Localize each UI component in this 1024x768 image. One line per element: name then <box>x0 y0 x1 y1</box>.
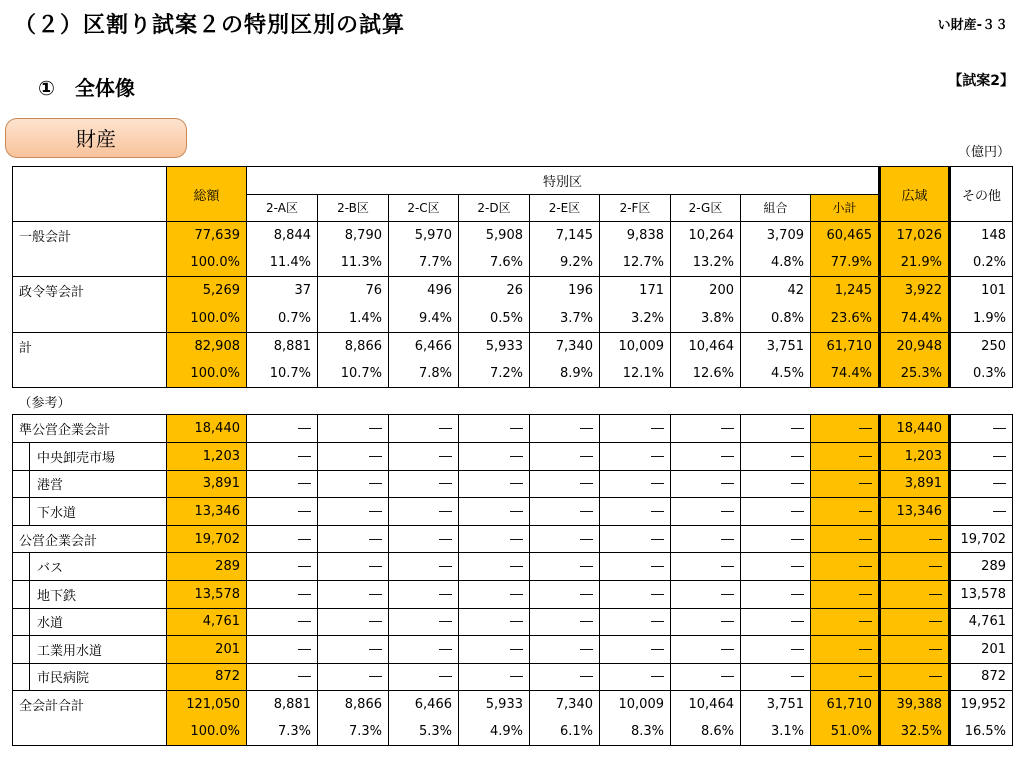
value-cell: 7.2% <box>459 360 530 388</box>
row-label: バス <box>13 553 167 581</box>
group-row <box>13 525 1013 553</box>
sub-row <box>13 663 1013 691</box>
value-cell: 10,264 <box>671 222 741 250</box>
value-cell: 3,891 <box>880 470 950 498</box>
value-cell: 8,881 <box>247 691 318 719</box>
reference-row <box>13 387 1013 415</box>
value-cell: ― <box>530 553 600 581</box>
value-cell: ― <box>389 636 459 664</box>
ward-header: 小計 <box>811 194 880 222</box>
value-cell: 77,639 <box>167 222 247 250</box>
row-label: 港営 <box>13 470 167 498</box>
value-cell: ― <box>318 636 389 664</box>
value-cell: 7.3% <box>318 718 389 746</box>
value-cell: ― <box>389 553 459 581</box>
value-cell: ― <box>530 415 600 443</box>
value-cell: 7.3% <box>247 718 318 746</box>
value-cell: ― <box>389 415 459 443</box>
value-cell: ― <box>247 663 318 691</box>
value-cell: ― <box>318 498 389 526</box>
value-cell: 3,922 <box>880 277 950 305</box>
value-cell: ― <box>600 525 671 553</box>
value-cell: 1,203 <box>167 442 247 470</box>
value-cell: 289 <box>167 553 247 581</box>
value-cell: ― <box>671 636 741 664</box>
value-cell: 19,702 <box>167 525 247 553</box>
value-cell: 10,009 <box>600 332 671 360</box>
value-cell: ― <box>459 608 530 636</box>
value-cell: 4,761 <box>950 608 1013 636</box>
value-cell: 1,245 <box>811 277 880 305</box>
value-cell: ― <box>389 525 459 553</box>
value-cell: ― <box>459 636 530 664</box>
value-cell: 8,866 <box>318 332 389 360</box>
row-label: 公営企業会計 <box>13 525 167 553</box>
value-cell: ― <box>318 470 389 498</box>
value-cell: ― <box>741 442 811 470</box>
value-cell: ― <box>530 636 600 664</box>
value-cell: 289 <box>950 553 1013 581</box>
row-label: 政令等会計 <box>13 277 167 305</box>
value-cell: ― <box>600 580 671 608</box>
value-cell: 10.7% <box>247 360 318 388</box>
value-cell: 13,578 <box>167 580 247 608</box>
value-cell: 171 <box>600 277 671 305</box>
value-cell: ― <box>671 608 741 636</box>
value-cell: ― <box>247 470 318 498</box>
ward-header: 2-G区 <box>671 194 741 222</box>
value-cell: ― <box>530 608 600 636</box>
value-cell: ― <box>247 636 318 664</box>
value-cell: 0.5% <box>459 304 530 332</box>
value-cell: 77.9% <box>811 249 880 277</box>
value-cell: 1.9% <box>950 304 1013 332</box>
value-cell: ― <box>389 580 459 608</box>
value-cell: ― <box>600 442 671 470</box>
value-cell: 201 <box>167 636 247 664</box>
value-cell: 19,952 <box>950 691 1013 719</box>
value-cell: ― <box>600 663 671 691</box>
page-title: （２）区割り試案２の特別区別の試算 <box>14 13 406 38</box>
value-cell: ― <box>741 580 811 608</box>
value-cell: ― <box>880 553 950 581</box>
page-number: い財産-３３ <box>937 18 1008 33</box>
value-cell: 13,346 <box>167 498 247 526</box>
value-cell: 6,466 <box>389 691 459 719</box>
value-cell: 200 <box>671 277 741 305</box>
header-special-wards: 特別区 <box>247 167 880 195</box>
value-cell: 10,464 <box>671 691 741 719</box>
value-cell: 82,908 <box>167 332 247 360</box>
value-cell: 8,790 <box>318 222 389 250</box>
corner-cell <box>13 167 167 222</box>
row-label <box>13 249 167 277</box>
value-cell: 17,026 <box>880 222 950 250</box>
value-cell: ― <box>530 525 600 553</box>
value-cell: 8,866 <box>318 691 389 719</box>
value-cell: ― <box>530 470 600 498</box>
value-cell: 9,838 <box>600 222 671 250</box>
value-cell: 13,346 <box>880 498 950 526</box>
value-cell: ― <box>741 636 811 664</box>
row-label: 地下鉄 <box>13 580 167 608</box>
value-cell: ― <box>741 663 811 691</box>
value-cell: ― <box>459 470 530 498</box>
value-cell: ― <box>880 580 950 608</box>
value-cell: 10,464 <box>671 332 741 360</box>
value-cell: ― <box>530 442 600 470</box>
value-cell: ― <box>247 525 318 553</box>
value-cell: 8,844 <box>247 222 318 250</box>
value-cell: 10.7% <box>318 360 389 388</box>
value-cell: ― <box>880 663 950 691</box>
value-cell: 5,908 <box>459 222 530 250</box>
row-label: 市民病院 <box>13 663 167 691</box>
row-label: 中央卸売市場 <box>13 442 167 470</box>
value-cell: 9.2% <box>530 249 600 277</box>
row-label <box>13 360 167 388</box>
value-cell: ― <box>671 498 741 526</box>
value-cell: ― <box>600 415 671 443</box>
value-cell: 5,933 <box>459 332 530 360</box>
value-cell: ― <box>600 553 671 581</box>
value-cell: ― <box>811 636 880 664</box>
value-cell: ― <box>671 415 741 443</box>
pct-row <box>13 249 1013 277</box>
row-label: 工業用水道 <box>13 636 167 664</box>
value-cell: 12.1% <box>600 360 671 388</box>
value-cell: ― <box>459 498 530 526</box>
value-cell: ― <box>741 415 811 443</box>
grand-total-pct-row <box>13 718 1013 746</box>
value-cell: ― <box>741 498 811 526</box>
value-cell: ― <box>459 525 530 553</box>
value-cell: 3,751 <box>741 332 811 360</box>
value-cell: 13.2% <box>671 249 741 277</box>
value-cell: ― <box>811 525 880 553</box>
value-cell: ― <box>389 663 459 691</box>
value-cell: 37 <box>247 277 318 305</box>
value-cell: ― <box>600 498 671 526</box>
value-cell: 74.4% <box>811 360 880 388</box>
ward-header: 2-C区 <box>389 194 459 222</box>
value-cell: ― <box>671 580 741 608</box>
value-cell: 20,948 <box>880 332 950 360</box>
value-cell: 0.3% <box>950 360 1013 388</box>
value-cell: 8.3% <box>600 718 671 746</box>
value-cell: 19,702 <box>950 525 1013 553</box>
value-cell: 12.6% <box>671 360 741 388</box>
header-row <box>13 167 1013 195</box>
value-cell: 196 <box>530 277 600 305</box>
value-cell: ― <box>811 608 880 636</box>
value-cell: ― <box>880 608 950 636</box>
value-cell: ― <box>741 470 811 498</box>
value-cell: 100.0% <box>167 249 247 277</box>
value-cell: ― <box>600 636 671 664</box>
value-cell: ― <box>318 553 389 581</box>
value-cell: ― <box>389 608 459 636</box>
value-cell: 18,440 <box>167 415 247 443</box>
value-cell: ― <box>741 608 811 636</box>
value-cell: ― <box>389 470 459 498</box>
value-cell: ― <box>880 636 950 664</box>
value-cell: 0.8% <box>741 304 811 332</box>
value-cell: 51.0% <box>811 718 880 746</box>
value-cell: 16.5% <box>950 718 1013 746</box>
ward-header: 組合 <box>741 194 811 222</box>
value-cell: 100.0% <box>167 718 247 746</box>
value-cell: 7.6% <box>459 249 530 277</box>
value-cell: ― <box>811 580 880 608</box>
value-cell: 9.4% <box>389 304 459 332</box>
ward-header: 2-A区 <box>247 194 318 222</box>
value-cell: 7,145 <box>530 222 600 250</box>
value-cell: 250 <box>950 332 1013 360</box>
value-cell: 121,050 <box>167 691 247 719</box>
value-cell: 18,440 <box>880 415 950 443</box>
sub-row <box>13 498 1013 526</box>
unit-label: （億円） <box>957 145 1010 160</box>
row-label: 一般会計 <box>13 222 167 250</box>
pct-row <box>13 360 1013 388</box>
value-cell: ― <box>811 415 880 443</box>
sub-row <box>13 553 1013 581</box>
value-cell: 0.7% <box>247 304 318 332</box>
sub-row <box>13 636 1013 664</box>
value-cell: 8,881 <box>247 332 318 360</box>
value-cell: 5.3% <box>389 718 459 746</box>
value-cell: ― <box>811 498 880 526</box>
value-cell: ― <box>459 663 530 691</box>
value-cell: 5,269 <box>167 277 247 305</box>
value-cell: 3,891 <box>167 470 247 498</box>
ward-header: 2-B区 <box>318 194 389 222</box>
value-cell: ― <box>318 525 389 553</box>
value-cell: ― <box>600 470 671 498</box>
value-cell: 74.4% <box>880 304 950 332</box>
section-subtitle: ① 全体像 <box>38 76 135 100</box>
value-cell: ― <box>530 580 600 608</box>
header-other: その他 <box>950 167 1013 222</box>
ward-header: 2-D区 <box>459 194 530 222</box>
value-cell: 6,466 <box>389 332 459 360</box>
value-cell: 3,751 <box>741 691 811 719</box>
sub-row <box>13 580 1013 608</box>
value-cell: ― <box>389 442 459 470</box>
value-cell: 21.9% <box>880 249 950 277</box>
value-cell: ― <box>318 663 389 691</box>
value-cell: 148 <box>950 222 1013 250</box>
value-cell: ― <box>671 442 741 470</box>
value-cell: ― <box>247 498 318 526</box>
value-cell: 11.3% <box>318 249 389 277</box>
value-cell: 3,709 <box>741 222 811 250</box>
value-cell: ― <box>811 470 880 498</box>
value-cell: 100.0% <box>167 360 247 388</box>
value-cell: ― <box>950 415 1013 443</box>
value-cell: 42 <box>741 277 811 305</box>
value-cell: 4.5% <box>741 360 811 388</box>
value-cell: ― <box>247 580 318 608</box>
value-cell: ― <box>318 580 389 608</box>
value-cell: 100.0% <box>167 304 247 332</box>
value-cell: 25.3% <box>880 360 950 388</box>
section-pill: 財産 <box>5 118 187 158</box>
pct-row <box>13 304 1013 332</box>
value-cell: ― <box>318 415 389 443</box>
header-total: 総額 <box>167 167 247 222</box>
value-cell: ― <box>671 525 741 553</box>
header-wide: 広域 <box>880 167 950 222</box>
value-cell: 201 <box>950 636 1013 664</box>
value-cell: 32.5% <box>880 718 950 746</box>
ward-header: 2-E区 <box>530 194 600 222</box>
value-cell: ― <box>247 553 318 581</box>
reference-label: （参考） <box>18 395 71 411</box>
value-cell: 12.7% <box>600 249 671 277</box>
value-cell: 23.6% <box>811 304 880 332</box>
value-cell: 60,465 <box>811 222 880 250</box>
row-label: 下水道 <box>13 498 167 526</box>
main-row <box>13 332 1013 360</box>
value-cell: ― <box>671 470 741 498</box>
value-cell: 76 <box>318 277 389 305</box>
main-row <box>13 222 1013 250</box>
value-cell: 8.6% <box>671 718 741 746</box>
ward-header: 2-F区 <box>600 194 671 222</box>
value-cell: 0.2% <box>950 249 1013 277</box>
group-row <box>13 415 1013 443</box>
value-cell: 5,970 <box>389 222 459 250</box>
value-cell: 5,933 <box>459 691 530 719</box>
value-cell: ― <box>741 525 811 553</box>
value-cell: ― <box>459 580 530 608</box>
value-cell: 10,009 <box>600 691 671 719</box>
value-cell: ― <box>811 663 880 691</box>
value-cell: 6.1% <box>530 718 600 746</box>
property-table <box>12 166 1013 746</box>
value-cell: 872 <box>167 663 247 691</box>
value-cell: 3.7% <box>530 304 600 332</box>
value-cell: 3.1% <box>741 718 811 746</box>
proposal-tag: 【試案2】 <box>948 73 1014 89</box>
main-row <box>13 277 1013 305</box>
value-cell: 61,710 <box>811 332 880 360</box>
row-label: 全会計合計 <box>13 691 167 719</box>
value-cell: 3.8% <box>671 304 741 332</box>
value-cell: 39,388 <box>880 691 950 719</box>
value-cell: 8.9% <box>530 360 600 388</box>
value-cell: 13,578 <box>950 580 1013 608</box>
value-cell: 7,340 <box>530 332 600 360</box>
value-cell: 1,203 <box>880 442 950 470</box>
row-label: 計 <box>13 332 167 360</box>
value-cell: 7,340 <box>530 691 600 719</box>
value-cell: 4.8% <box>741 249 811 277</box>
value-cell: 26 <box>459 277 530 305</box>
value-cell: 4.9% <box>459 718 530 746</box>
value-cell: ― <box>880 525 950 553</box>
sub-row <box>13 442 1013 470</box>
row-label <box>13 718 167 746</box>
value-cell: ― <box>318 442 389 470</box>
value-cell: ― <box>671 553 741 581</box>
value-cell: 3.2% <box>600 304 671 332</box>
value-cell: 7.8% <box>389 360 459 388</box>
value-cell: ― <box>318 608 389 636</box>
sub-row <box>13 470 1013 498</box>
value-cell: 7.7% <box>389 249 459 277</box>
value-cell: ― <box>247 608 318 636</box>
value-cell: 1.4% <box>318 304 389 332</box>
value-cell: ― <box>459 553 530 581</box>
value-cell: ― <box>247 415 318 443</box>
value-cell: ― <box>389 498 459 526</box>
value-cell: 101 <box>950 277 1013 305</box>
value-cell: 61,710 <box>811 691 880 719</box>
row-label: 水道 <box>13 608 167 636</box>
row-label <box>13 304 167 332</box>
value-cell: 11.4% <box>247 249 318 277</box>
value-cell: 4,761 <box>167 608 247 636</box>
value-cell: ― <box>459 415 530 443</box>
value-cell: ― <box>811 442 880 470</box>
value-cell: ― <box>811 553 880 581</box>
value-cell: ― <box>459 442 530 470</box>
value-cell: ― <box>950 442 1013 470</box>
value-cell: ― <box>247 442 318 470</box>
value-cell: ― <box>530 663 600 691</box>
value-cell: 872 <box>950 663 1013 691</box>
value-cell: ― <box>671 663 741 691</box>
grand-total-row <box>13 691 1013 719</box>
value-cell: ― <box>600 608 671 636</box>
value-cell: ― <box>741 553 811 581</box>
value-cell: 496 <box>389 277 459 305</box>
row-label: 準公営企業会計 <box>13 415 167 443</box>
value-cell: ― <box>530 498 600 526</box>
value-cell: ― <box>950 470 1013 498</box>
value-cell: ― <box>950 498 1013 526</box>
sub-row <box>13 608 1013 636</box>
